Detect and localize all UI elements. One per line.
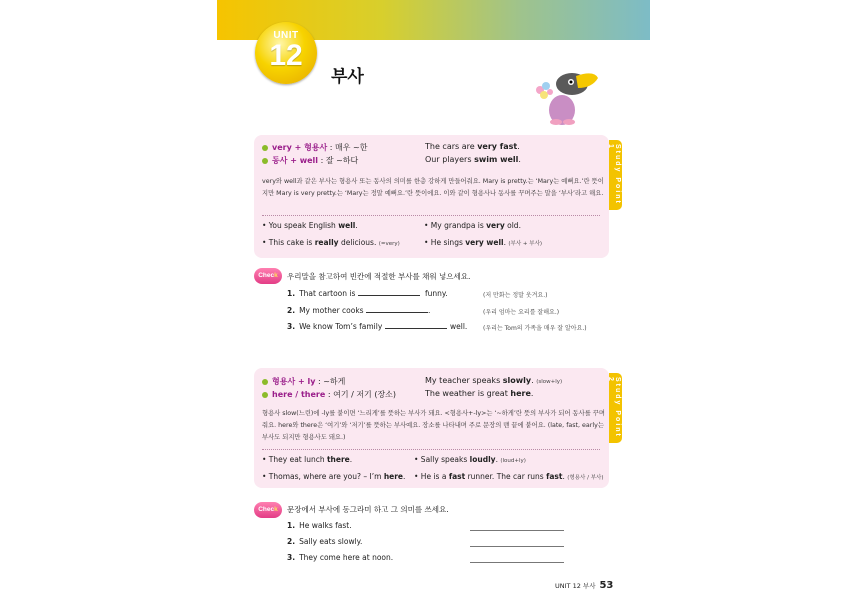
study-point-1-tab (609, 140, 622, 210)
cu1-question-1-tail: funny. (425, 289, 448, 298)
check-up-2-badge: Check (254, 502, 282, 518)
toucan-mascot-illustration (522, 62, 602, 132)
cu1-hint-3: (우리는 Tom의 가족을 매우 잘 알아요.) (483, 325, 587, 332)
check-up-1-instruction: 우리말을 참고하여 빈칸에 적절한 부사를 채워 넣으세요. (287, 272, 471, 281)
cu1-question-3: 3. We know Tom’s family (287, 322, 447, 331)
answer-line[interactable] (470, 562, 564, 563)
sp2-example-4: • He is a fast runner. The car runs fast. (형용사 / 부사) (414, 472, 604, 481)
bullet-dot-icon (262, 379, 268, 385)
cu2-question-1: 1. He walks fast. (287, 521, 352, 530)
sp1-rule-1: very + 형용사 : 매우 ~한 (262, 142, 367, 153)
page-footer (555, 580, 613, 591)
sp2-example-1: • They eat lunch there. (262, 455, 353, 464)
sp2-divider (262, 449, 600, 450)
check-up-1-badge: Check (254, 268, 282, 284)
sp1-example-1: • You speak English well. (262, 221, 358, 230)
sp1-example-4: • He sings very well. (부사 + 부사) (424, 238, 543, 247)
check-up-2-instruction: 문장에서 부사에 동그라미 하고 그 의미를 쓰세요. (287, 505, 449, 514)
bullet-dot-icon (262, 392, 268, 398)
sp1-example-2: • My grandpa is very old. (424, 221, 521, 230)
answer-blank[interactable] (366, 312, 428, 313)
bullet-dot-icon (262, 145, 268, 151)
answer-line[interactable] (470, 530, 564, 531)
study-point-2-tab-label: Study Point 2 (607, 377, 621, 438)
sp2-explanation: 형용사 slow(느린)에 -ly를 붙이면 ‘느리게’를 뜻하는 부사가 돼요. <형용사+-ly>는 ‘~하게’란 뜻의 부사가 되어 동사를 꾸며줘요. here와 there은 ‘여기’와 ‘저기’를 뜻하는 부사예요. 장소를 나타내며 주로 문장의 맨 끝에 붙어요. (late, fast, early는 부사도 되지만 형용사도 돼요.) (262, 410, 605, 441)
sp2-rule-2: here / there : 여기 / 저기 (장소) (262, 389, 396, 400)
sp1-divider (262, 215, 600, 216)
sp2-example-2: • Sally speaks loudly. (loud+ly) (414, 455, 526, 464)
cu1-question-1: 1. That cartoon is (287, 289, 420, 298)
cu1-question-3-tail: well. (450, 322, 468, 331)
sp2-example-3: • Thomas, where are you? – I’m here. (262, 472, 406, 481)
sp1-rule-2: 동사 + well : 잘 ~하다 (262, 155, 358, 166)
answer-blank[interactable] (358, 295, 420, 296)
sp1-explanation: very와 well과 같은 부사는 형용사 또는 동사의 의미를 한층 강하게 만들어줘요. Mary is pretty.는 ‘Mary는 예뻐요.’란 뜻이지만 Mary is very pretty.는 ‘Mary는 정말 예뻐요.’란 뜻이에요. 이와 같이 형용사나 동사를 꾸며주는 말을 ‘부사’라고 해요. (262, 178, 604, 197)
sp1-example-3: • This cake is really delicious. (=very) (262, 238, 400, 247)
sp1-rule-2-example: Our players swim well. (425, 155, 521, 164)
sp2-rule-1: 형용사 + ly : ~하게 (262, 376, 345, 387)
cu1-hint-1: (저 만화는 정말 웃겨요.) (483, 292, 548, 299)
cu2-question-3: 3. They come here at noon. (287, 553, 394, 562)
textbook-page (217, 0, 650, 612)
sp2-rule-1-example: My teacher speaks slowly. (slow+ly) (425, 376, 563, 385)
sp1-rule-1-example: The cars are very fast. (425, 142, 520, 151)
cu1-question-2: 2. My mother cooks . (287, 306, 431, 315)
sp2-rule-2-example: The weather is great here. (425, 389, 534, 398)
study-point-1-tab-label: Study Point 1 (607, 144, 621, 205)
unit-number: 12 (269, 39, 303, 72)
cu2-question-2: 2. Sally eats slowly. (287, 537, 363, 546)
cu1-hint-2: (우리 엄마는 요리를 잘해요.) (483, 309, 560, 316)
unit-title: 부사 (331, 67, 364, 87)
answer-line[interactable] (470, 546, 564, 547)
answer-blank[interactable] (385, 328, 447, 329)
bullet-dot-icon (262, 158, 268, 164)
unit-badge (255, 22, 317, 84)
footer-label: UNIT 12 부사 (555, 582, 596, 590)
study-point-2-tab (609, 373, 622, 443)
unit-word: UNIT (273, 30, 299, 41)
page-number: 53 (599, 580, 614, 591)
